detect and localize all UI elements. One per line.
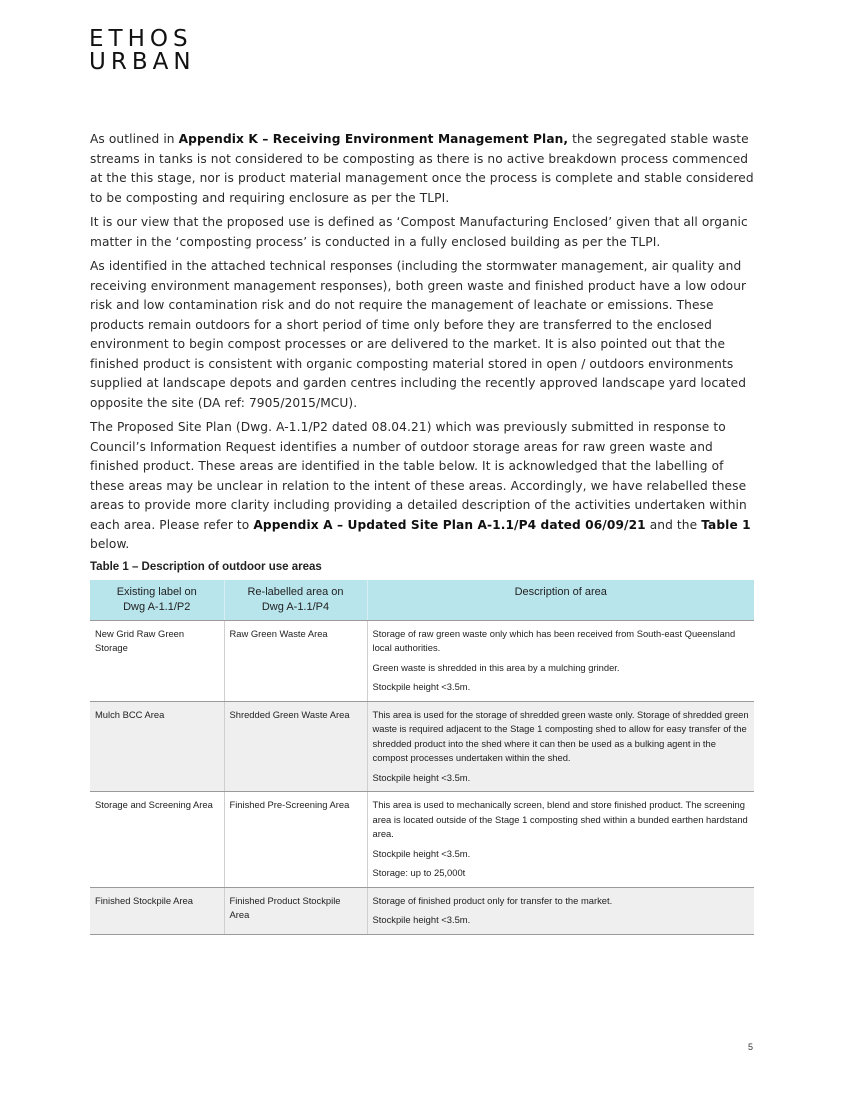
outdoor-use-areas-table (90, 580, 754, 935)
cell-existing-label: Storage and Screening Area (90, 792, 224, 888)
description-line: Stockpile height <3.5m. (372, 914, 471, 925)
p4-text-3: below. (90, 537, 130, 551)
table-row (90, 701, 754, 792)
paragraph-appendix-k (90, 130, 755, 208)
table-row (90, 887, 754, 934)
cell-existing-label: Mulch BCC Area (90, 701, 224, 792)
table-caption: Table 1 – Description of outdoor use areas (90, 560, 322, 573)
description-line: Stockpile height <3.5m. (372, 681, 471, 692)
p4-bold-table-1: Table 1 (701, 517, 751, 532)
description-line: Stockpile height <3.5m. (372, 847, 471, 859)
header-relabelled-line2: Dwg A-1.1/P4 (261, 600, 330, 613)
cell-existing-label: New Grid Raw Green Storage (90, 620, 224, 701)
header-existing-label (90, 580, 224, 621)
header-relabelled-area (224, 580, 367, 621)
cell-relabelled-area: Raw Green Waste Area (224, 620, 367, 701)
header-description: Description of area (367, 580, 754, 621)
description-line: Storage of finished product only for transfer to the market. (372, 894, 613, 906)
description-line: Green waste is shredded in this area by a mulching grinder. (372, 661, 620, 673)
cell-existing-label: Finished Stockpile Area (90, 887, 224, 934)
description-line: Storage: up to 25,000t (372, 867, 466, 878)
p1-bold-appendix-k: Appendix K – Receiving Environment Management Plan, (178, 132, 569, 146)
logo-line-ethos: ETHOS (89, 26, 193, 52)
ethos-urban-logo (89, 28, 196, 74)
cell-description (367, 620, 754, 701)
cell-description (367, 887, 754, 934)
cell-description (367, 792, 754, 888)
cell-relabelled-area: Finished Product Stockpile Area (224, 887, 367, 934)
description-line: This area is used for the storage of shredded green waste only. Storage of shredded green waste is required adjacent to the Stage 1 composting shed to allow for easy transfer of the shredded product into the shed where it can then be used as a bulking agent in the compost processes undertaken within the shed. (372, 708, 749, 763)
logo-line-urban: URBAN (89, 49, 196, 75)
p4-text-1: The Proposed Site Plan (Dwg. A-1.1/P2 dated 08.04.21) which was previously submitted in response to Council’s Information Request identifies a number of outdoor storage areas for raw green waste and finished product. These areas are identified in the table below. It is acknowledged that the labelling of these areas may be unclear in relation to the intent of these areas. Accordingly, we have relabelled these areas to provide more clarity including providing a detailed description of the activities undertaken within each area. Please refer to (90, 420, 747, 532)
paragraph-technical-responses: As identified in the attached technical responses (including the stormwater management, air quality and receiving environment management responses), both green waste and finished product have a low odour risk and low contamination risk and do not require the management of leachate or emissions. These products remain outdoors for a short period of time only before they are transferred to the enclosed environment to begin compost processes or are delivered to the market. It is also pointed out that the finished product is consistent with organic composting material stored in open / outdoors environments supplied at landscape depots and garden centres including the recently approved landscape yard located opposite the site (DA ref: 7905/2015/MCU). (90, 259, 747, 410)
p1-text-2: the segregated stable waste streams in tanks is not considered to be composting as there is no active breakdown process commenced at the this stage, nor is product material management once the process is complete and stable considered to be composting and requiring enclosure as per the TLPI. (90, 132, 754, 205)
cell-relabelled-area: Finished Pre-Screening Area (224, 792, 367, 888)
description-line: This area is used to mechanically screen, blend and store finished product. The screening area is located outside of the Stage 1 composting shed within a bunded earthen hardstand area. (372, 799, 748, 839)
document-body (90, 130, 755, 935)
cell-description (367, 701, 754, 792)
p4-bold-appendix-a: Appendix A – Updated Site Plan A-1.1/P4 dated 06/09/21 (253, 517, 646, 532)
header-existing-line2: Dwg A-1.1/P2 (123, 600, 191, 613)
paragraph-site-plan (90, 418, 755, 555)
description-line: Storage of raw green waste only which has been received from South-east Queensland local authorities. (372, 627, 736, 653)
p1-text-1: As outlined in (90, 132, 179, 146)
cell-relabelled-area: Shredded Green Waste Area (224, 701, 367, 792)
paragraph-compost-definition: It is our view that the proposed use is defined as ‘Compost Manufacturing Enclosed’ given that all organic matter in the ‘composting process’ is conducted in a fully enclosed building as per the TLPI. (90, 215, 748, 249)
p4-text-2: and the (645, 517, 702, 532)
header-existing-line1: Existing label on (116, 585, 197, 598)
table-header-row (90, 580, 754, 621)
table-row (90, 792, 754, 888)
header-relabelled-line1: Re-labelled area on (247, 585, 344, 598)
table-row (90, 620, 754, 701)
page-number: 5 (748, 1042, 754, 1052)
description-line: Stockpile height <3.5m. (372, 771, 471, 783)
